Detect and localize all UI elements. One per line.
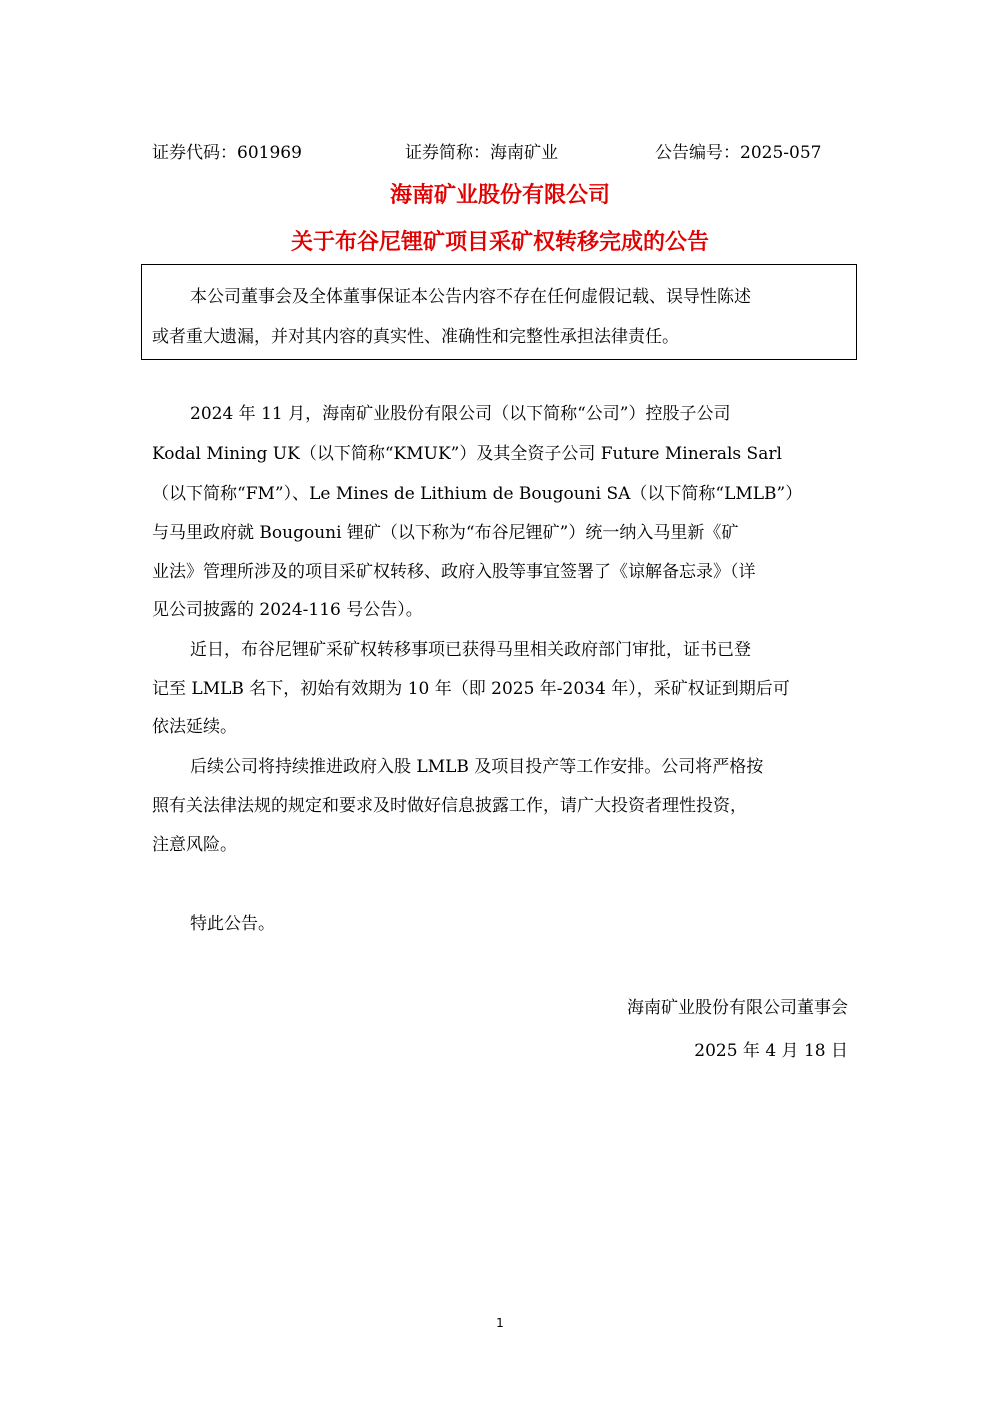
statement-line: 本公司董事会及全体董事保证本公告内容不存在任何虚假记载、误导性陈述 <box>190 287 751 307</box>
body-line: Kodal Mining UK（以下简称“KMUK”）及其全资子公司 Future Minerals Sarl <box>152 444 782 464</box>
closing-remark: 特此公告。 <box>190 914 275 934</box>
body-line: 记至 LMLB 名下，初始有效期为 10 年（即 2025 年-2034 年），采矿权证到期后可 <box>152 679 790 699</box>
document-header <box>152 140 852 166</box>
body-line: 业法》管理所涉及的项目采矿权转移、政府入股等事宜签署了《谅解备忘录》（详 <box>152 562 756 582</box>
announcement-title: 关于布谷尼锂矿项目采矿权转移完成的公告 <box>290 230 709 255</box>
announcement-number: 公告编号：2025-057 <box>655 143 822 163</box>
statement-line: 或者重大遗漏，并对其内容的真实性、准确性和完整性承担法律责任。 <box>152 327 679 347</box>
signature-date: 2025 年 4 月 18 日 <box>694 1041 848 1061</box>
body-line: 见公司披露的 2024-116 号公告）。 <box>152 600 423 620</box>
page-number: 1 <box>496 1316 504 1330</box>
body-line: 2024 年 11 月，海南矿业股份有限公司（以下简称“公司”）控股子公司 <box>190 404 731 424</box>
body-line: （以下简称“FM”）、Le Mines de Lithium de Bougouni SA（以下简称“LMLB”） <box>152 484 803 504</box>
board-statement-box <box>141 264 857 360</box>
company-title: 海南矿业股份有限公司 <box>389 183 610 208</box>
security-code: 证券代码：601969 <box>152 143 302 163</box>
body-line: 照有关法律法规的规定和要求及时做好信息披露工作，请广大投资者理性投资， <box>152 796 747 816</box>
signature-board: 海南矿业股份有限公司董事会 <box>627 998 848 1018</box>
security-abbreviation: 证券简称：海南矿业 <box>405 143 558 163</box>
body-line: 与马里政府就 Bougouni 锂矿（以下称为“布谷尼锂矿”）统一纳入马里新《矿 <box>152 523 739 543</box>
body-line: 注意风险。 <box>152 835 237 855</box>
body-line: 后续公司将持续推进政府入股 LMLB 及项目投产等工作安排。公司将严格按 <box>190 757 764 777</box>
body-line: 依法延续。 <box>152 717 237 737</box>
body-line: 近日，布谷尼锂矿采矿权转移事项已获得马里相关政府部门审批，证书已登 <box>190 640 751 660</box>
